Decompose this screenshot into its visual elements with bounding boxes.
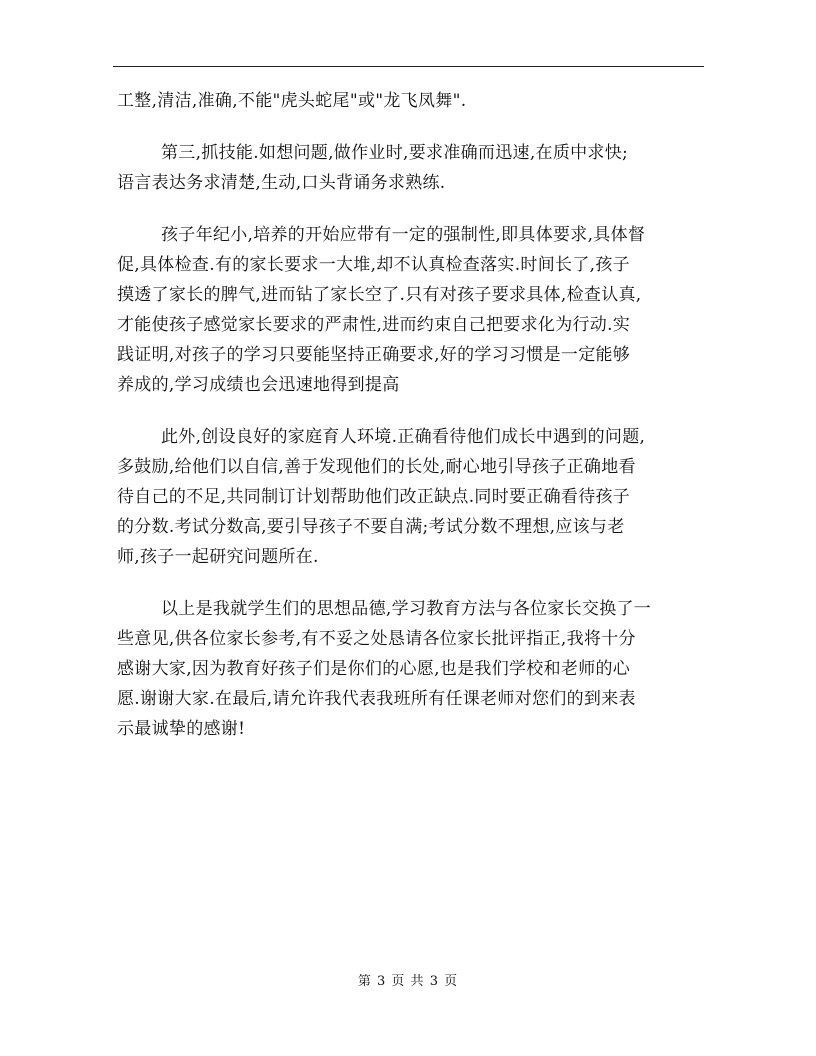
paragraph-requirements — [117, 220, 717, 400]
text-line: 摸透了家长的脾气,进而钻了家长空了.只有对孩子要求具体,检查认真, — [117, 285, 642, 305]
text-line: 以上是我就学生们的思想品德,学习教育方法与各位家长交换了一 — [161, 599, 652, 619]
text-line: 养成的,学习成绩也会迅速地得到提高 — [117, 375, 400, 395]
text-line: 才能使孩子感觉家长要求的严肃性,进而约束自己把要求化为行动.实 — [117, 315, 631, 335]
text-line: 此外,创设良好的家庭育人环境.正确看待他们成长中遇到的问题, — [161, 427, 646, 447]
text-line: 多鼓励,给他们以自信,善于发现他们的长处,耐心地引导孩子正确地看 — [117, 457, 636, 477]
text-line: 待自己的不足,共同制订计划帮助他们改正缺点.同时要正确看待孩子 — [117, 487, 631, 507]
text-line: 践证明,对孩子的学习只要能坚持正确要求,好的学习习惯是一定能够 — [117, 345, 631, 365]
paragraph-skills — [117, 138, 717, 198]
text-line: 些意见,供各位家长参考,有不妥之处恳请各位家长批评指正,我将十分 — [117, 629, 636, 649]
header-rule — [113, 66, 704, 67]
text-line: 感谢大家,因为教育好孩子们是你们的心愿,也是我们学校和老师的心 — [117, 659, 631, 679]
text-line: 师,孩子一起研究问题所在. — [117, 547, 319, 567]
text-line: 第三,抓技能.如想问题,做作业时,要求准确而迅速,在质中求快; — [161, 143, 629, 163]
document-body — [117, 86, 717, 766]
paragraph-continuation — [117, 86, 717, 116]
paragraph-closing — [117, 594, 717, 744]
text-line: 示最诚挚的感谢! — [117, 719, 246, 739]
text-line: 促,具体检查.有的家长要求一大堆,却不认真检查落实.时间长了,孩子 — [117, 255, 630, 275]
text-line: 工整,清洁,准确,不能"虎头蛇尾"或"龙飞凤舞". — [117, 91, 467, 111]
paragraph-environment — [117, 422, 717, 572]
page-number-footer: 第 3 页 共 3 页 — [357, 974, 459, 989]
text-line: 孩子年纪小,培养的开始应带有一定的强制性,即具体要求,具体督 — [161, 225, 646, 245]
text-line: 的分数.考试分数高,要引导孩子不要自满;考试分数不理想,应该与老 — [117, 517, 625, 537]
text-line: 语言表达务求清楚,生动,口头背诵务求熟练. — [117, 173, 446, 193]
text-line: 愿.谢谢大家.在最后,请允许我代表我班所有任课老师对您们的到来表 — [117, 689, 636, 709]
